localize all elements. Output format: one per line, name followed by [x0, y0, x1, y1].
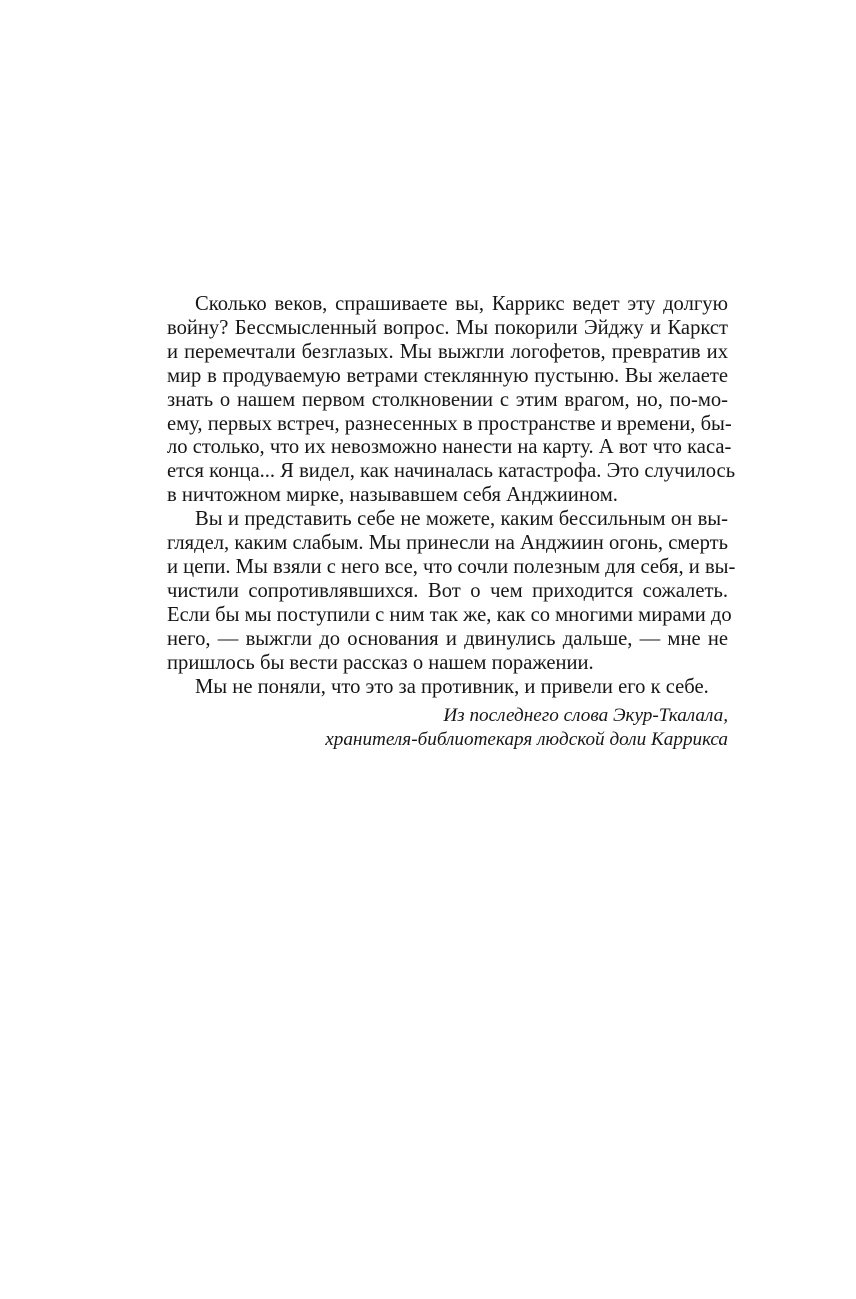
text-line: ло столько, что их невозможно нанести на карту. А вот что каса- [167, 436, 732, 459]
text-line: Сколько веков, спрашиваете вы, Каррикс ведет эту долгую [195, 293, 728, 315]
attribution-line-2: хранителя-библиотекаря людской доли Каррикса [325, 729, 728, 750]
text-line: и перемечтали безглазых. Мы выжгли логофетов, превратив их [167, 340, 728, 363]
text-line: мир в продуваемую ветрами стеклянную пустыню. Вы желаете [167, 364, 728, 387]
text-line: и цепи. Мы взяли с него все, что сочли полезным для себя, и вы- [167, 555, 736, 578]
text-line: Если бы мы поступили с ним так же, как со многими мирами до [167, 603, 732, 626]
text-line: него, — выжгли до основания и двинулись дальше, — мне не [167, 627, 728, 650]
attribution [325, 704, 728, 752]
text-line: Вы и представить себе не можете, каким бессильным он вы- [195, 508, 728, 531]
text-line: в ничтожном мирке, называвшем себя Анджиином. [167, 484, 618, 507]
text-line: пришлось бы вести рассказ о нашем поражении. [167, 651, 594, 674]
paragraph-3 [167, 676, 728, 700]
paragraph-2 [167, 508, 736, 675]
text-line: ется конца... Я видел, как начиналась катастрофа. Это случилось [167, 460, 736, 483]
attribution-line-1: Из последнего слова Экур-Ткалала, [443, 705, 728, 726]
paragraph-1 [167, 293, 736, 508]
text-line: знать о нашем первом столкновении с этим врагом, но, по-мо- [167, 388, 728, 411]
text-line: войну? Бессмысленный вопрос. Мы покорили Эйджу и Каркст [167, 316, 728, 339]
text-line: чистили сопротивлявшихся. Вот о чем приходится сожалеть. [167, 579, 728, 602]
text-line: Мы не поняли, что это за противник, и привели его к себе. [195, 675, 709, 698]
text-line: глядел, каким слабым. Мы принесли на Анджиин огонь, смерть [167, 532, 728, 555]
text-line: ему, первых встреч, разнесенных в пространстве и времени, бы- [167, 412, 732, 435]
epigraph-text [167, 293, 736, 699]
